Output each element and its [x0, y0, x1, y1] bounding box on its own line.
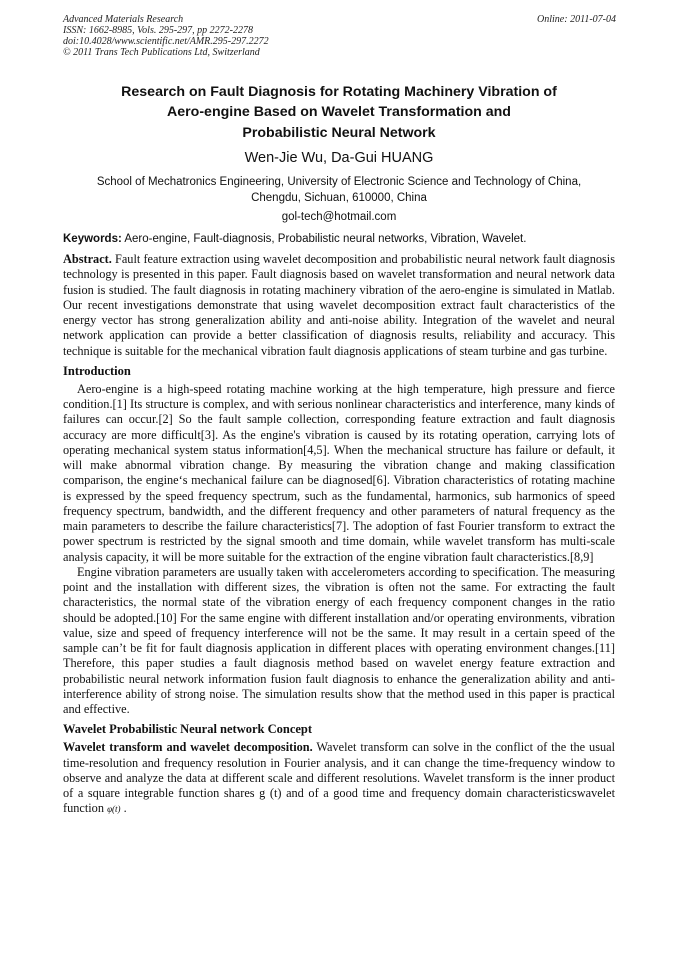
subsection-label: Wavelet transform and wavelet decomposition.	[63, 740, 313, 755]
subsection-end: .	[120, 801, 127, 816]
keywords	[63, 232, 618, 247]
abstract-label: Abstract.	[63, 252, 112, 266]
doi-line: doi:10.4028/www.scientific.net/AMR.295-297.2272	[63, 36, 269, 47]
keywords-label: Keywords:	[63, 233, 122, 245]
affiliation-line: Chengdu, Sichuan, 610000, China	[251, 192, 427, 204]
abstract	[63, 252, 615, 359]
intro-paragraph-2: Engine vibration parameters are usually taken with accelerometers according to specification. The measuring point and the installation with different sizes, the vibration is often not the same. For extracting the fault characteristics, the normal state of the vibration energy of each frequency component changes in the ratio should be adopted.[10] For the same engine with different installation and/or operating environments, vibration value, size and speed of frequency interference will not be the same. It may result in a certain speed of the sample can’t be fit for fault diagnosis application in different places with operating environment changes.[11] Therefore, this paper studies a fault diagnosis method based on wavelet energy feature extraction and probabilistic neural network information fusion fault diagnosis to enhance the generalization ability and anti-interference ability of strong noise. The simulation results show that the method used in this paper is practical and effective.	[63, 564, 615, 716]
phi-symbol: φ(t)	[107, 804, 121, 815]
keywords-text: Aero-engine, Fault-diagnosis, Probabilistic neural networks, Vibration, Wavelet.	[121, 233, 527, 245]
title-line: Probabilistic Neural Network	[242, 125, 436, 141]
authors: Wen-Jie Wu, Da-Gui HUANG	[244, 150, 434, 166]
subsection-paragraph	[63, 740, 615, 817]
copyright-line: © 2011 Trans Tech Publications Ltd, Switzerland	[63, 47, 260, 58]
affiliation-line: School of Mechatronics Engineering, University of Electronic Science and Technology of China,	[96, 176, 582, 188]
section-heading: Wavelet Probabilistic Neural network Concept	[63, 722, 313, 737]
title-line: Research on Fault Diagnosis for Rotating Machinery Vibration of	[121, 84, 557, 100]
introduction-heading: Introduction	[63, 363, 131, 378]
abstract-text: Fault feature extraction using wavelet decomposition and probabilistic neural network fault diagnosis technology is presented in this paper. Fault diagnosis based on wavelet transformation and neural network data fusion is studied. The fault diagnosis in rotating machinery vibration of the aero-engine is simulated in Matlab. Our recent investigations demonstrate that using wavelet decomposition extract fault characteristics of the energy vector has strong generalization ability and anti-noise ability. Integration of the wavelet and neural network application can provide a better classification of diagnosis results, reliability and accuracy. This technique is suitable for the mechanical vibration fault diagnosis applications of steam turbine and gas turbine.	[63, 252, 615, 358]
subsection-text: Wavelet transform can solve in the conflict of the the usual time-resolution and frequency resolution in Fourier analysis, and it can change the time-frequency window to observe and analyze the data at different scale and different resolutions. Wavelet transform is the inner product of a square integrable function shares g (t) and of a good time and frequency domain characteristicswavelet function	[63, 740, 616, 816]
journal-name: Advanced Materials Research	[63, 14, 184, 25]
journal-header	[63, 14, 269, 58]
intro-paragraph-1: Aero-engine is a high-speed rotating machine working at the high temperature, high pressure and fierce condition.[1] Its structure is complex, and with serious nonlinear characteristics and interference, many kinds of failures can occur.[2] So the fault sample collection, corresponding feature extraction and fault diagnosis accuracy are more difficult[3]. As the engine's vibration is caused by its rotating operation, carrying lots of operating mechanical system status information[4,5]. When the mechanical structure has failure or default, it will make abnormal vibration change. By measuring the vibration change and making classification comparison, the engine‘s mechanical failure can be diagnosed[6]. Vibration characteristics of rotating machine is expressed by the speed frequency spectrum, such as the fundamental, harmonics, sub harmonics of speed frequency spectrum, bandwidth, and the different frequency and other parameters of natural frequency as the main parameters to describe the failure characteristics[7]. The adoption of fast Fourier transform to extract the power spectrum is restricted by the signal smooth and time domain, while wavelet transform has multi-scale analysis capacity, it will be more suitable for the extraction of the engine vibration fault characteristics.[8,9]	[63, 381, 615, 564]
paper-title	[60, 83, 618, 122]
paper-body	[63, 252, 615, 818]
affiliation	[60, 174, 618, 206]
online-date: Online: 2011-07-04	[537, 14, 616, 25]
title-line: Aero-engine Based on Wavelet Transformation and	[167, 103, 511, 120]
email: gol-tech@hotmail.com	[281, 211, 397, 223]
issn-line: ISSN: 1662-8985, Vols. 295-297, pp 2272-2278	[63, 25, 253, 36]
